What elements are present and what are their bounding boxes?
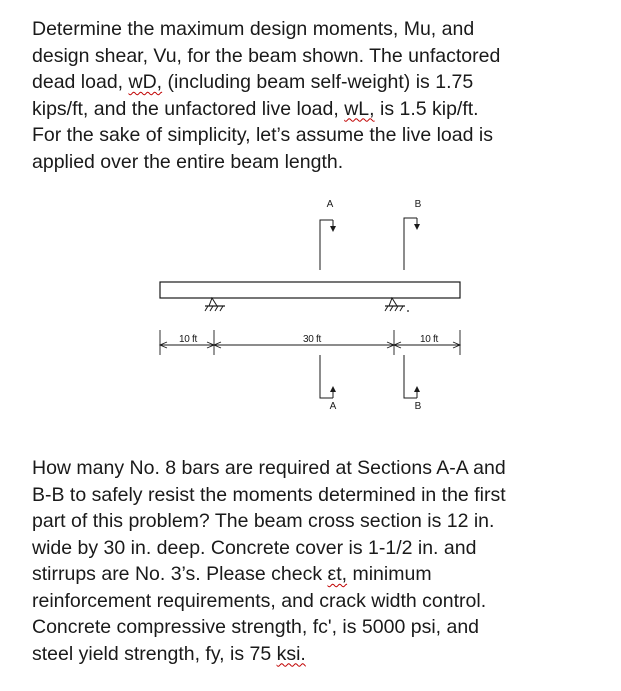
question-line: stirrups are No. 3’s. Please check εt, minimum <box>32 563 432 585</box>
question-line: steel yield strength, fy, is 75 ksi. <box>32 642 306 665</box>
dimension-label-right: 10 ft <box>420 334 438 345</box>
section-a-top-marker <box>320 199 336 270</box>
question-statement <box>32 455 607 667</box>
section-b-top-label: B <box>414 199 422 210</box>
question-line: B-B to safely resist the moments determined in the first <box>32 483 506 506</box>
left-support <box>205 298 225 311</box>
problem-line: Determine the maximum design moments, Mu, and <box>32 18 475 40</box>
question-line: How many No. 8 bars are required at Sections A-A and <box>32 457 506 479</box>
beam-diagram <box>150 190 480 425</box>
dimension-label-middle: 30 ft <box>303 334 321 345</box>
question-line: part of this problem? The beam cross section is 12 in. <box>32 510 495 532</box>
problem-statement <box>32 16 607 175</box>
beam <box>160 282 460 298</box>
section-b-bottom-label: B <box>414 401 422 412</box>
problem-line: applied over the entire beam length. <box>32 150 344 173</box>
section-b-bottom-marker <box>404 355 422 412</box>
dimension-label-left: 10 ft <box>179 334 197 345</box>
problem-line: design shear, Vu, for the beam shown. The unfactored <box>32 44 501 67</box>
question-line: reinforcement requirements, and crack width control. <box>32 589 487 612</box>
right-support <box>385 298 409 312</box>
section-a-bottom-label: A <box>329 401 337 412</box>
problem-line: For the sake of simplicity, let’s assume the live load is <box>32 124 493 146</box>
question-line: wide by 30 in. deep. Concrete cover is 1-1/2 in. and <box>32 536 477 559</box>
section-b-top-marker <box>404 199 422 270</box>
problem-line: kips/ft, and the unfactored live load, wL, is 1.5 kip/ft. <box>32 97 479 120</box>
section-a-top-label: A <box>326 199 334 210</box>
problem-line: dead load, wD, (including beam self-weight) is 1.75 <box>32 71 474 93</box>
question-line: Concrete compressive strength, fc', is 5000 psi, and <box>32 616 480 638</box>
section-a-bottom-marker <box>320 355 337 412</box>
